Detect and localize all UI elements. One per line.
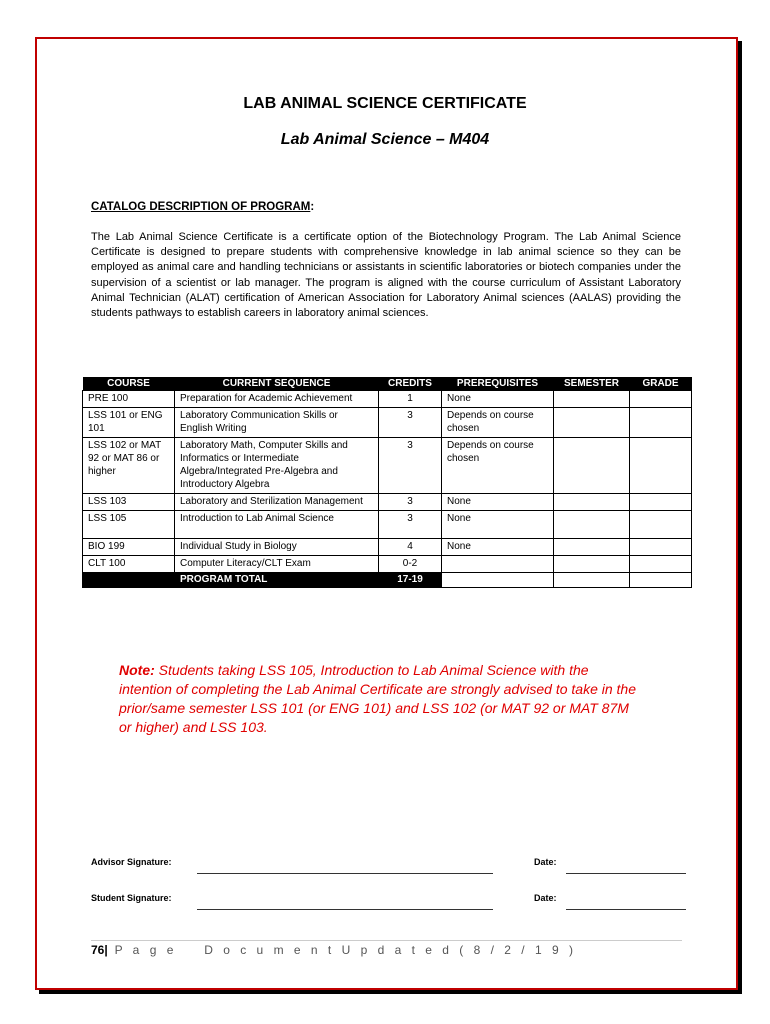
grade-cell[interactable] xyxy=(630,511,692,539)
semester-cell[interactable] xyxy=(554,556,630,573)
total-spacer xyxy=(83,573,175,588)
table-row xyxy=(83,539,692,556)
course-cell: CLT 100 xyxy=(83,556,175,573)
prereq-cell: Depends on course chosen xyxy=(442,438,554,494)
grade-cell[interactable] xyxy=(630,539,692,556)
note-text: Students taking LSS 105, Introduction to Lab Animal Science with the intention of completing the Lab Animal Certificate are strongly advised to take in the prior/same semester LSS 101 (or ENG 101) and LSS 102 (or MAT 92 or MAT 87M or higher) and LSS 103. xyxy=(119,662,636,735)
credits-cell: 3 xyxy=(379,494,442,511)
program-total-label: PROGRAM TOTAL xyxy=(175,573,379,588)
header-grade: GRADE xyxy=(630,377,692,391)
course-cell: BIO 199 xyxy=(83,539,175,556)
sequence-cell: Laboratory Communication Skills or English Writing xyxy=(175,408,379,438)
page-title: LAB ANIMAL SCIENCE CERTIFICATE xyxy=(243,95,527,112)
total-prereq-cell xyxy=(442,573,554,588)
program-total-credits: 17-19 xyxy=(379,573,442,588)
prereq-cell: None xyxy=(442,539,554,556)
advisor-date-label: Date: xyxy=(534,857,557,867)
advisor-date-line[interactable] xyxy=(566,873,686,874)
program-total-row xyxy=(83,573,692,588)
table-row xyxy=(83,494,692,511)
grade-cell[interactable] xyxy=(630,391,692,408)
header-course: COURSE xyxy=(83,377,175,391)
grade-cell[interactable] xyxy=(630,556,692,573)
page-footer xyxy=(91,943,576,957)
advisory-note xyxy=(119,661,639,737)
note-label: Note: xyxy=(119,662,155,678)
course-cell: LSS 102 or MAT 92 or MAT 86 or higher xyxy=(83,438,175,494)
student-signature-line[interactable] xyxy=(197,909,493,910)
footer-divider xyxy=(91,940,682,941)
prereq-cell: None xyxy=(442,494,554,511)
footer-separator: | xyxy=(104,943,108,957)
semester-cell[interactable] xyxy=(554,511,630,539)
prereq-cell: None xyxy=(442,511,554,539)
credits-cell: 3 xyxy=(379,438,442,494)
course-cell: LSS 101 or ENG 101 xyxy=(83,408,175,438)
credits-cell: 4 xyxy=(379,539,442,556)
student-date-label: Date: xyxy=(534,893,557,903)
grade-cell[interactable] xyxy=(630,494,692,511)
advisor-signature-line[interactable] xyxy=(197,873,493,874)
catalog-heading-text: CATALOG DESCRIPTION OF PROGRAM xyxy=(91,201,311,213)
sequence-cell: Computer Literacy/CLT Exam xyxy=(175,556,379,573)
prereq-cell: Depends on course chosen xyxy=(442,408,554,438)
sequence-cell: Laboratory Math, Computer Skills and Informatics or Intermediate Algebra/Integrated Pre-Algebra and Introductory Algebra xyxy=(175,438,379,494)
total-semester-cell xyxy=(554,573,630,588)
sequence-cell: Laboratory and Sterilization Management xyxy=(175,494,379,511)
sequence-cell: Introduction to Lab Animal Science xyxy=(175,511,379,539)
semester-cell[interactable] xyxy=(554,438,630,494)
header-credits: CREDITS xyxy=(379,377,442,391)
course-cell: PRE 100 xyxy=(83,391,175,408)
table-row xyxy=(83,511,692,539)
document-updated: D o c u m e n t U p d a t e d ( 8 / 2 / 1 9 ) xyxy=(204,943,577,957)
page-number: 76 xyxy=(91,943,105,957)
semester-cell[interactable] xyxy=(554,539,630,556)
course-table xyxy=(82,377,692,588)
advisor-signature-label: Advisor Signature: xyxy=(91,857,172,867)
prereq-cell xyxy=(442,556,554,573)
table-row xyxy=(83,556,692,573)
semester-cell[interactable] xyxy=(554,494,630,511)
page-word: P a g e xyxy=(114,943,177,957)
prereq-cell: None xyxy=(442,391,554,408)
table-header-row xyxy=(83,377,692,391)
catalog-heading xyxy=(91,201,314,213)
course-cell: LSS 103 xyxy=(83,494,175,511)
table-row xyxy=(83,408,692,438)
header-sequence: CURRENT SEQUENCE xyxy=(175,377,379,391)
semester-cell[interactable] xyxy=(554,408,630,438)
credits-cell: 3 xyxy=(379,511,442,539)
grade-cell[interactable] xyxy=(630,438,692,494)
course-cell: LSS 105 xyxy=(83,511,175,539)
grade-cell[interactable] xyxy=(630,408,692,438)
sequence-cell: Preparation for Academic Achievement xyxy=(175,391,379,408)
semester-cell[interactable] xyxy=(554,391,630,408)
credits-cell: 1 xyxy=(379,391,442,408)
student-signature-label: Student Signature: xyxy=(91,893,172,903)
sequence-cell: Individual Study in Biology xyxy=(175,539,379,556)
page-subtitle: Lab Animal Science – M404 xyxy=(280,131,490,148)
header-semester: SEMESTER xyxy=(554,377,630,391)
table-row xyxy=(83,391,692,408)
credits-cell: 3 xyxy=(379,408,442,438)
catalog-description: The Lab Animal Science Certificate is a certificate option of the Biotechnology Program. The Lab Animal Science Certificate is designed to prepare students with comprehensive knowledge in lab animal science so they can be employed as animal care and handling technicians or assistants in scientific laboratories or biotech companies under the supervision of a scientist or lab manager. The program is aligned with the course curriculum of Assistant Laboratory Animal Technician (ALAT) certification of American Association for Laboratory Animal sciences (AALAS) providing the students pathways to establish careers in laboratory animal sciences. xyxy=(91,231,681,320)
catalog-heading-colon: : xyxy=(310,201,315,213)
total-grade-cell xyxy=(630,573,692,588)
header-prerequisites: PREREQUISITES xyxy=(442,377,554,391)
table-row xyxy=(83,438,692,494)
student-date-line[interactable] xyxy=(566,909,686,910)
credits-cell: 0-2 xyxy=(379,556,442,573)
